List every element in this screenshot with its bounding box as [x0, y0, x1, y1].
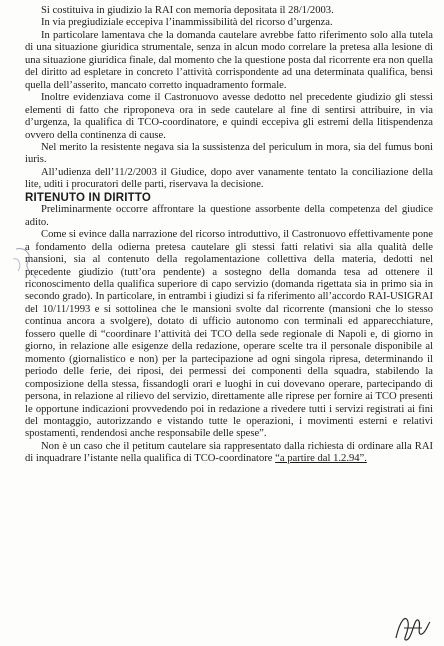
- paragraph-merito: Nel merito la resistente negava sia la sussistenza del periculum in mora, sia del fumus boni iuris.: [25, 141, 433, 166]
- paragraph-costituzione: Si costituiva in giudizio la RAI con memoria depositata il 28/1/2003.: [41, 5, 334, 16]
- petitum-text: Non è un caso che il petitum cautelare sia rappresentato dalla richiesta di ordinare alla RAI di inquadrare l’istante nella qualifica di TCO-coordinatore: [25, 440, 433, 465]
- paragraph-petitum: [25, 441, 433, 466]
- paragraph-competenza: Preliminarmente occorre affrontare la questione assorbente della competenza del giudice adito.: [25, 204, 433, 228]
- paragraph-domanda-cautelare: In particolare lamentava che la domanda cautelare avrebbe fatto riferimento solo alla tutela di una situazione giuridica strumentale, senza in alcun modo correlare la pretesa alla lesione di una situazione giuridica finale, dal momento che la questione posta dal ricorrente era non quella del diritto ad espletare in concreto l’attività corrispondente ad una determinata qualifica, bensì quella dell’asserito, mancato corretto inquadramento formale.: [25, 29, 433, 91]
- handwritten-signature-mark: [392, 610, 432, 644]
- section-heading: RITENUTO IN DIRITTO: [25, 191, 152, 204]
- paragraph-udienza: All’udienza dell’11/2/2003 il Giudice, dopo aver vanamente tentato la conciliazione della lite, uditi i procuratori delle parti, riservava la decisione.: [25, 166, 433, 191]
- paragraph-pregiudiziale: In via pregiudiziale eccepiva l’inammissibilità del ricorso d’urgenza.: [41, 17, 333, 29]
- margin-stamp-mark: [10, 245, 40, 281]
- paragraph-narrazione-ricorso: Come si evince dalla narrazione del ricorso introduttivo, il Castronuovo effettivamente pone a fondamento della odierna pretesa cautelare gli stessi fatti relativi sia alla qualità delle mansioni, sia al contenuto della regolamentazione collettiva della materia, dedotti nel precedente giudizio (tutt’ora pendente) a sostegno della domanda tesa ad ottenere il riconoscimento della qualifica superiore di capo servizio (domanda rigettata sia in primo sia in secondo grado). In particolare, in entrambi i giudizi si fa riferimento all’accordo RAI-USIGRAI del 10/11/1993 e si sottolinea che le mansioni svolte dal ricorrente (mansioni che lo stesso continua ancora a svolgere), dotato di ufficio autonomo con terminali ed apparecchiature, fossero quelle di “coordinare l’attività dei TCO della sede regionale di Napoli e, di giorno in giorno, in relazione alle esigenze della redazione, operare scelte tra il personale disponibile al momento (giornalistico e non) per la partecipazione ad ogni singola ripresa, determinando il periodo delle ferie, dei riposi, dei permessi dei componenti della squadra, stabilendo la composizione della stessa, fissandogli orari e luoghi in cui dovevano operare, partecipando di persona, in relazione al rilievo del servizio, direttamente alle riprese per fornire ai TCO presenti le opportune indicazioni provvedendo poi in redazione a rivedere tutti i servizi registrati ai fini del montaggio, autorizzando e vistando tutte le operazioni, i movimenti esterni e relativi spostamenti, rendendosi anche responsabile delle spese”.: [25, 229, 433, 440]
- petitum-date-underlined: “a partire dal 1.2.94”.: [275, 453, 367, 465]
- paragraph-litispendenza: Inoltre evidenziava come il Castronuovo avesse dedotto nel precedente giudizio gli stessi elementi di fatto che riproponeva ora in sede cautelare al fine di sentirsi attribuire, in via d’urgenza, la qualifica di TCO-coordinatore, e quindi eccepiva gli estremi della litispendenza ovvero della continenza di cause.: [25, 92, 433, 141]
- document-body: [25, 5, 433, 466]
